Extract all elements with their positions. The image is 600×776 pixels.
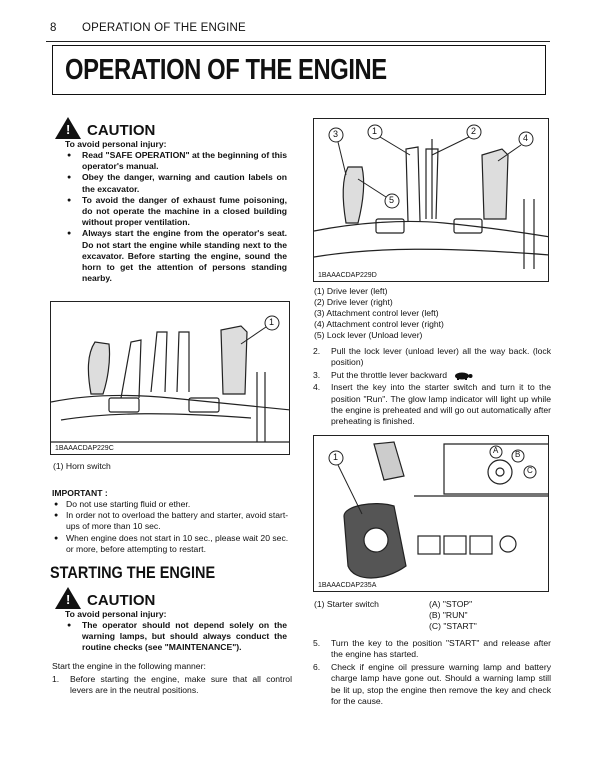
start-step-1	[52, 674, 292, 698]
step-number: 1.	[52, 674, 60, 684]
turtle-icon	[452, 371, 474, 380]
position-label: (A) "STOP"	[429, 599, 473, 609]
horn-switch-illustration	[51, 302, 290, 455]
figure-caption: (1) Horn switch	[53, 461, 111, 471]
page-header	[50, 22, 268, 34]
caption-line: (3) Attachment control lever (left)	[314, 308, 439, 318]
figure-code: 1BAAACDAP229D	[318, 272, 377, 279]
caution-item: ● Always start the engine from the operator's seat. Do not start the engine while standing next to the excavator. Before starting the engine, sound the horn to get the attention of persons standing nearby.	[65, 228, 287, 284]
caption-line: (2) Drive lever (right)	[314, 297, 393, 307]
start-lead: Start the engine in the following manner:	[52, 661, 206, 671]
callout-c: C	[527, 466, 533, 475]
step-text: Before starting the engine, make sure that all control levers are in the neutral positions.	[70, 674, 292, 696]
starter-positions	[429, 599, 477, 632]
callout-b: B	[515, 450, 521, 459]
figure-horn-switch	[50, 301, 290, 455]
figure-starter-switch	[313, 435, 549, 592]
starter-switch-illustration	[314, 436, 549, 592]
caution-intro: To avoid personal injury:	[65, 609, 167, 619]
caution-item: ● Read "SAFE OPERATION" at the beginning of this operator's manual.	[65, 150, 287, 172]
step-number: 2.	[313, 346, 321, 356]
step-number: 5.	[313, 638, 321, 648]
caution-item: ● Obey the danger, warning and caution labels on the excavator.	[65, 172, 287, 194]
step-text: Insert the key into the starter switch and turn it to the position "Run". The glow lamp indicator will light up while the engine is preheated and will go out automatically after preheating is finished.	[331, 382, 551, 427]
title-box	[52, 45, 546, 95]
starter-caption: (1) Starter switch	[314, 599, 379, 609]
step-number: 4.	[313, 382, 321, 393]
caution-list	[55, 620, 287, 654]
callout-1: 1	[333, 452, 339, 462]
callout-4: 4	[523, 133, 529, 143]
position-label: (B) "RUN"	[429, 610, 468, 620]
caution-heading: CAUTION	[87, 592, 156, 609]
levers-captions	[314, 286, 550, 341]
important-item: ● Do not use starting fluid or ether.	[52, 499, 292, 510]
running-section-title: OPERATION OF THE ENGINE	[82, 22, 246, 34]
steps-5-6	[313, 638, 551, 708]
callout-2: 2	[471, 126, 477, 136]
caution-item: ● To avoid the danger of exhaust fume poisoning, do not operate the machine in a closed building without proper ventilation.	[65, 195, 287, 229]
caution-item: ● The operator should not depend solely on the warning lamps, but should always conduct the routine checks (see "MAINTENANCE").	[65, 620, 287, 654]
caution-heading-row	[55, 587, 287, 609]
figure-code: 1BAAACDAP229C	[55, 445, 114, 452]
section-heading: STARTING THE ENGINE	[50, 563, 216, 582]
steps-2-4	[313, 346, 551, 429]
caption-line: (5) Lock lever (Unload lever)	[314, 330, 423, 340]
header-rule	[46, 41, 550, 42]
caution-heading: CAUTION	[87, 122, 156, 139]
callout-1: 1	[269, 317, 275, 327]
caption-line: (4) Attachment control lever (right)	[314, 319, 444, 329]
callout-3: 3	[333, 129, 339, 139]
important-item: ● When engine does not start in 10 sec., please wait 20 sec. or more, before attempting to restart.	[52, 533, 292, 555]
callout-a: A	[493, 446, 499, 455]
step-number: 6.	[313, 661, 321, 672]
caption-line: (1) Drive lever (left)	[314, 286, 388, 296]
caution-block-2	[55, 587, 287, 654]
step-text: Check if engine oil pressure warning lamp and battery charge lamp have gone out. Should a warning lamp still be lit up, stop the engine then remove the key and check for the cause.	[331, 661, 551, 707]
step-text: Put the throttle lever backward	[331, 369, 448, 380]
figure-levers	[313, 118, 549, 282]
caution-list	[55, 150, 287, 284]
important-list	[52, 499, 292, 555]
step-text: Pull the lock lever (unload lever) all the way back. (lock position)	[331, 346, 551, 368]
warning-triangle-icon: !	[55, 587, 81, 609]
levers-illustration	[314, 119, 549, 282]
caution-heading-row	[55, 117, 287, 139]
caution-block	[55, 117, 287, 284]
step-number: 3.	[313, 369, 321, 380]
callout-5: 5	[389, 195, 395, 205]
warning-triangle-icon: !	[55, 117, 81, 139]
page-number: 8	[50, 22, 57, 34]
callout-1: 1	[372, 126, 378, 136]
important-block	[52, 488, 292, 555]
figure-code: 1BAAACDAP235A	[318, 582, 377, 589]
position-label: (C) "START"	[429, 621, 477, 631]
important-item: ● In order not to overload the battery and starter, avoid start-ups of more than 10 sec.	[52, 510, 292, 532]
important-heading: IMPORTANT :	[52, 488, 108, 498]
step-text: Turn the key to the position "START" and release after the engine has started.	[331, 638, 551, 660]
caution-intro: To avoid personal injury:	[65, 139, 167, 149]
page-title: OPERATION OF THE ENGINE	[65, 54, 387, 86]
